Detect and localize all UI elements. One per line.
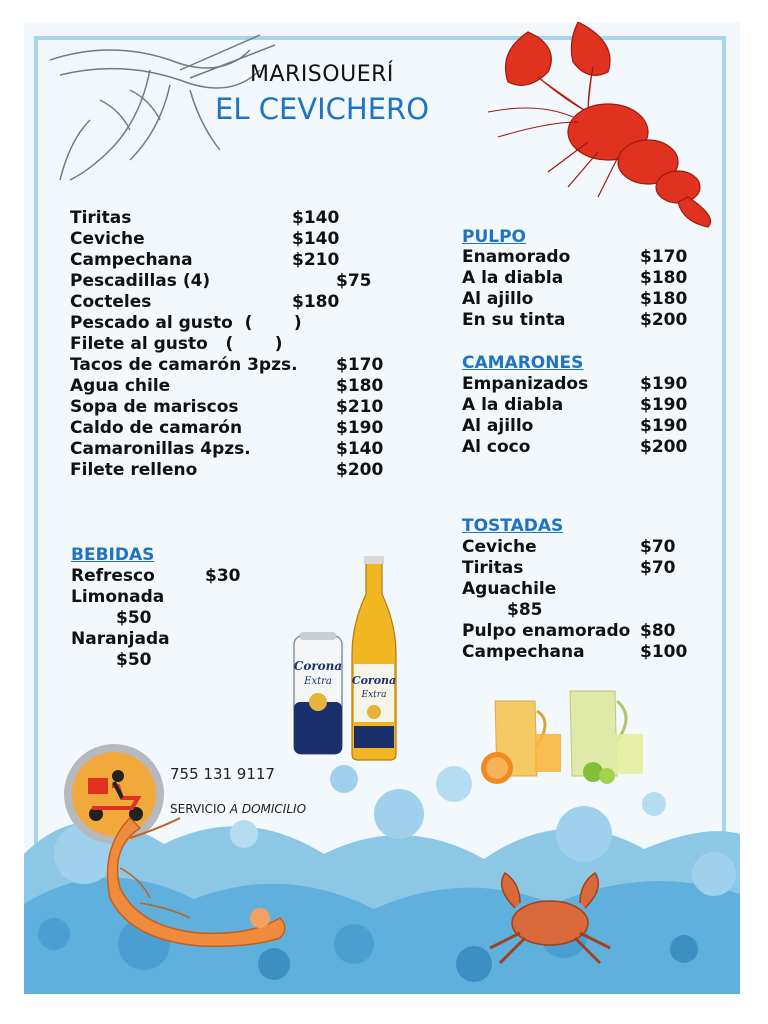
item-name: Al ajillo	[462, 289, 534, 309]
bebidas-clip	[71, 566, 271, 678]
item-name: Caldo de camarón	[70, 418, 243, 438]
item-price: $50	[116, 608, 152, 628]
list-item	[71, 566, 241, 587]
list-item	[462, 600, 630, 621]
list-item	[71, 608, 170, 629]
item-name: Camaronillas 4pzs.	[70, 439, 251, 459]
list-item	[462, 537, 676, 558]
item-price: $180	[640, 268, 688, 288]
lobster-icon	[478, 22, 728, 232]
pulpo-list	[462, 247, 688, 331]
item-price: $50	[116, 650, 152, 670]
item-name: Tiritas	[70, 208, 132, 228]
item-name: Filete al gusto ( )	[70, 334, 283, 354]
section-heading-pulpo: PULPO	[462, 227, 527, 247]
item-name: Pescado al gusto ( )	[70, 313, 302, 333]
list-item	[462, 289, 688, 310]
list-item	[70, 208, 340, 229]
item-name: Cocteles	[70, 292, 152, 312]
main-menu-list	[70, 208, 384, 481]
bebidas-list	[71, 566, 241, 671]
item-price: $80	[640, 621, 676, 641]
item-name: Tiritas	[462, 558, 524, 578]
item-price: $180	[292, 292, 340, 312]
list-item	[462, 374, 688, 395]
bottle-label-top: Corona	[351, 674, 397, 687]
item-price: $30	[205, 566, 241, 586]
item-name: Tacos de camarón 3pzs.	[70, 355, 298, 375]
list-item	[462, 437, 688, 458]
item-name: Refresco	[71, 566, 155, 586]
item-price: $170	[336, 355, 384, 375]
list-item	[462, 621, 676, 642]
item-price: $100	[640, 642, 688, 662]
list-item	[70, 460, 384, 481]
item-price: $210	[336, 397, 384, 417]
item-price: $180	[336, 376, 384, 396]
bottle-label-bottom: Extra	[361, 690, 387, 700]
crab-icon	[475, 868, 625, 968]
list-item	[71, 587, 170, 608]
item-name: Enamorado	[462, 247, 571, 267]
item-price: $170	[640, 247, 688, 267]
item-price: $200	[640, 437, 688, 457]
item-name: A la diabla	[462, 395, 564, 415]
item-name: Campechana	[462, 642, 585, 662]
item-price: $70	[640, 558, 676, 578]
section-heading-bebidas: BEBIDAS	[71, 545, 155, 565]
item-name: Limonada	[71, 587, 165, 607]
list-item	[70, 355, 384, 376]
item-price: $85	[507, 600, 543, 620]
list-item	[70, 376, 384, 397]
beer-can-icon	[290, 632, 346, 758]
can-label-top: Corona	[293, 659, 343, 673]
delivery-prefix: SERVICIO	[170, 802, 226, 816]
list-item	[71, 650, 170, 671]
item-price: $210	[292, 250, 340, 270]
item-name: Aguachile	[462, 579, 557, 599]
restaurant-name: EL CEVICHERO	[215, 92, 430, 126]
item-name: Pescadillas (4)	[70, 271, 211, 291]
beer-bottle-icon	[344, 554, 404, 764]
item-name: Agua chile	[70, 376, 171, 396]
item-price: $140	[292, 208, 340, 228]
item-name: A la diabla	[462, 268, 564, 288]
item-price: $190	[640, 395, 688, 415]
shrimp-icon	[100, 808, 300, 948]
item-price: $190	[640, 374, 688, 394]
list-item	[70, 271, 372, 292]
item-price: $140	[336, 439, 384, 459]
item-name: Empanizados	[462, 374, 589, 394]
section-heading-tostadas: TOSTADAS	[462, 516, 564, 536]
item-price: $190	[640, 416, 688, 436]
list-item	[462, 310, 688, 331]
list-item	[462, 579, 630, 600]
item-price: $70	[640, 537, 676, 557]
section-heading-camarones: CAMARONES	[462, 353, 584, 373]
item-price: $180	[640, 289, 688, 309]
camarones-list	[462, 374, 688, 458]
item-name: Ceviche	[462, 537, 537, 557]
item-price: $75	[336, 271, 372, 291]
list-item	[70, 334, 302, 355]
can-label-bottom: Extra	[304, 676, 332, 687]
item-price: $140	[292, 229, 340, 249]
item-price: $200	[640, 310, 688, 330]
list-item	[462, 642, 688, 663]
page-title: MARISOUERÍ	[250, 62, 394, 87]
item-name: Al ajillo	[462, 416, 534, 436]
phone-number: 755 131 9117	[170, 765, 275, 783]
list-item	[70, 229, 340, 250]
list-item	[462, 395, 688, 416]
item-name: Campechana	[70, 250, 193, 270]
list-item	[462, 416, 688, 437]
list-item	[70, 418, 384, 439]
item-price: $190	[336, 418, 384, 438]
item-name: Ceviche	[70, 229, 145, 249]
list-item	[70, 439, 384, 460]
item-name: Naranjada	[71, 629, 170, 649]
tostadas-list	[462, 537, 688, 663]
item-name: Al coco	[462, 437, 531, 457]
list-item	[70, 292, 340, 313]
list-item	[70, 313, 302, 334]
item-name: Filete relleno	[70, 460, 198, 480]
item-name: En su tinta	[462, 310, 566, 330]
list-item	[71, 629, 170, 650]
list-item	[462, 268, 688, 289]
list-item	[462, 558, 676, 579]
item-price: $200	[336, 460, 384, 480]
item-name: Pulpo enamorado	[462, 621, 631, 641]
list-item	[70, 250, 340, 271]
item-name: Sopa de mariscos	[70, 397, 239, 417]
juice-pitchers-icon	[475, 676, 655, 791]
list-item	[70, 397, 384, 418]
delivery-suffix: A DOMICILIO	[229, 802, 307, 816]
list-item	[462, 247, 688, 268]
